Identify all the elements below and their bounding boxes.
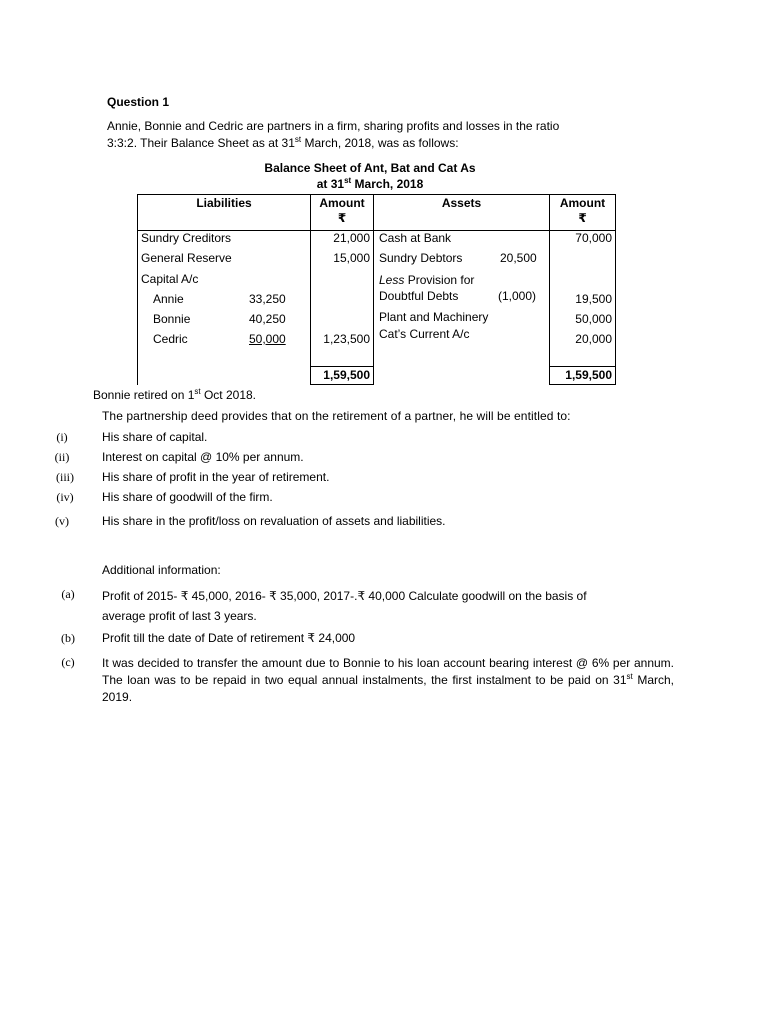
total-blank-right (374, 367, 550, 385)
amount-right-header: Amount ₹ (550, 195, 616, 231)
debtors-gross-amount: 20,500 (500, 251, 537, 265)
table-title (250, 160, 490, 192)
sundry-creditors-label: Sundry Creditors (141, 231, 232, 245)
entitlement-num-3: (iii) (56, 470, 74, 484)
annie-capital: 33,250 (249, 292, 286, 306)
table-header-row (138, 195, 616, 231)
intro-line-1: Annie, Bonnie and Cedric are partners in a firm, sharing profits and losses in the ratio (107, 119, 560, 133)
total-left: 1,59,500 (311, 367, 374, 385)
cedric-label: Cedric (153, 332, 188, 346)
intro-paragraph (107, 118, 612, 152)
deed-intro: The partnership deed provides that on the retirement of a partner, he will be entitled to: (102, 409, 571, 423)
bonnie-capital: 40,250 (249, 312, 286, 326)
plant-label: Plant and Machinery (379, 310, 489, 324)
retired-line: Bonnie retired on 1st Oct 2018. (93, 387, 257, 402)
additional-text-b: Profit till the date of Date of retirement ₹ 24,000 (102, 631, 356, 645)
table-title-line-1: Balance Sheet of Ant, Bat and Cat As (264, 161, 476, 175)
doubtful-debts-amount: (1,000) (498, 289, 537, 303)
entitlement-num-4: (iv) (56, 490, 74, 504)
cash-amount: 70,000 (575, 231, 612, 245)
table-total-row (138, 367, 616, 385)
general-reserve-label: General Reserve (141, 251, 232, 265)
cat-current-label: Cat’s Current A/c (379, 327, 470, 341)
total-blank-left (138, 367, 311, 385)
cat-current-amount: 20,000 (575, 332, 612, 346)
capital-label: Capital A/c (141, 272, 199, 286)
intro-line-2: 3:3:2. Their Balance Sheet as at 31st March, 2018, was as follows: (107, 135, 459, 150)
table-body-row (138, 231, 616, 367)
asset-amount-cell (550, 231, 616, 367)
additional-text-c: It was decided to transfer the amount due to Bonnie to his loan account bearing interest @ 6% per annum. The loan was to be repaid in two equal annual instalments, the first instalment to be paid on 31st March, 2019. (102, 656, 674, 704)
bonnie-label: Bonnie (153, 312, 191, 326)
creditors-amount: 21,000 (333, 231, 370, 245)
assets-header: Assets (374, 195, 550, 231)
capital-total-amount: 1,23,500 (323, 332, 370, 346)
provision-label: Less Provision for (379, 273, 475, 287)
balance-sheet-table (137, 194, 616, 385)
reserve-amount: 15,000 (333, 251, 370, 265)
additional-heading: Additional information: (102, 563, 221, 577)
plant-amount: 50,000 (575, 312, 612, 326)
entitlement-num-2: (ii) (54, 450, 70, 464)
question-title: Question 1 (107, 95, 170, 109)
cedric-capital: 50,000 (249, 332, 286, 346)
entitlement-text-3: His share of profit in the year of retirement. (102, 470, 330, 484)
annie-label: Annie (153, 292, 184, 306)
liabilities-header: Liabilities (138, 195, 311, 231)
additional-num-b: (b) (61, 631, 75, 645)
additional-num-c: (c) (61, 655, 75, 669)
entitlement-text-4: His share of goodwill of the firm. (102, 490, 273, 504)
entitlement-num-5: (v) (55, 514, 69, 528)
table-title-line-2: at 31st March, 2018 (316, 176, 424, 191)
liabilities-cell (138, 231, 311, 367)
entitlement-text-2: Interest on capital @ 10% per annum. (102, 450, 304, 464)
debtors-label: Sundry Debtors (379, 251, 463, 265)
total-right: 1,59,500 (550, 367, 616, 385)
doubtful-debts-label: Doubtful Debts (379, 289, 459, 303)
entitlement-text-5: His share in the profit/loss on revaluation of assets and liabilities. (102, 514, 446, 528)
additional-num-a: (a) (61, 587, 75, 601)
entitlement-num-1: (i) (56, 430, 68, 444)
debtors-net-amount: 19,500 (575, 292, 612, 306)
cash-label: Cash at Bank (379, 231, 452, 245)
entitlement-text-1: His share of capital. (102, 430, 208, 444)
additional-text-a: Profit of 2015- ₹ 45,000, 2016- ₹ 35,000, 2017-.₹ 40,000 Calculate goodwill on the basis of average profit of last 3 years. (102, 589, 587, 623)
liab-amount-cell (311, 231, 374, 367)
assets-cell (374, 231, 550, 367)
amount-left-header: Amount ₹ (311, 195, 374, 231)
